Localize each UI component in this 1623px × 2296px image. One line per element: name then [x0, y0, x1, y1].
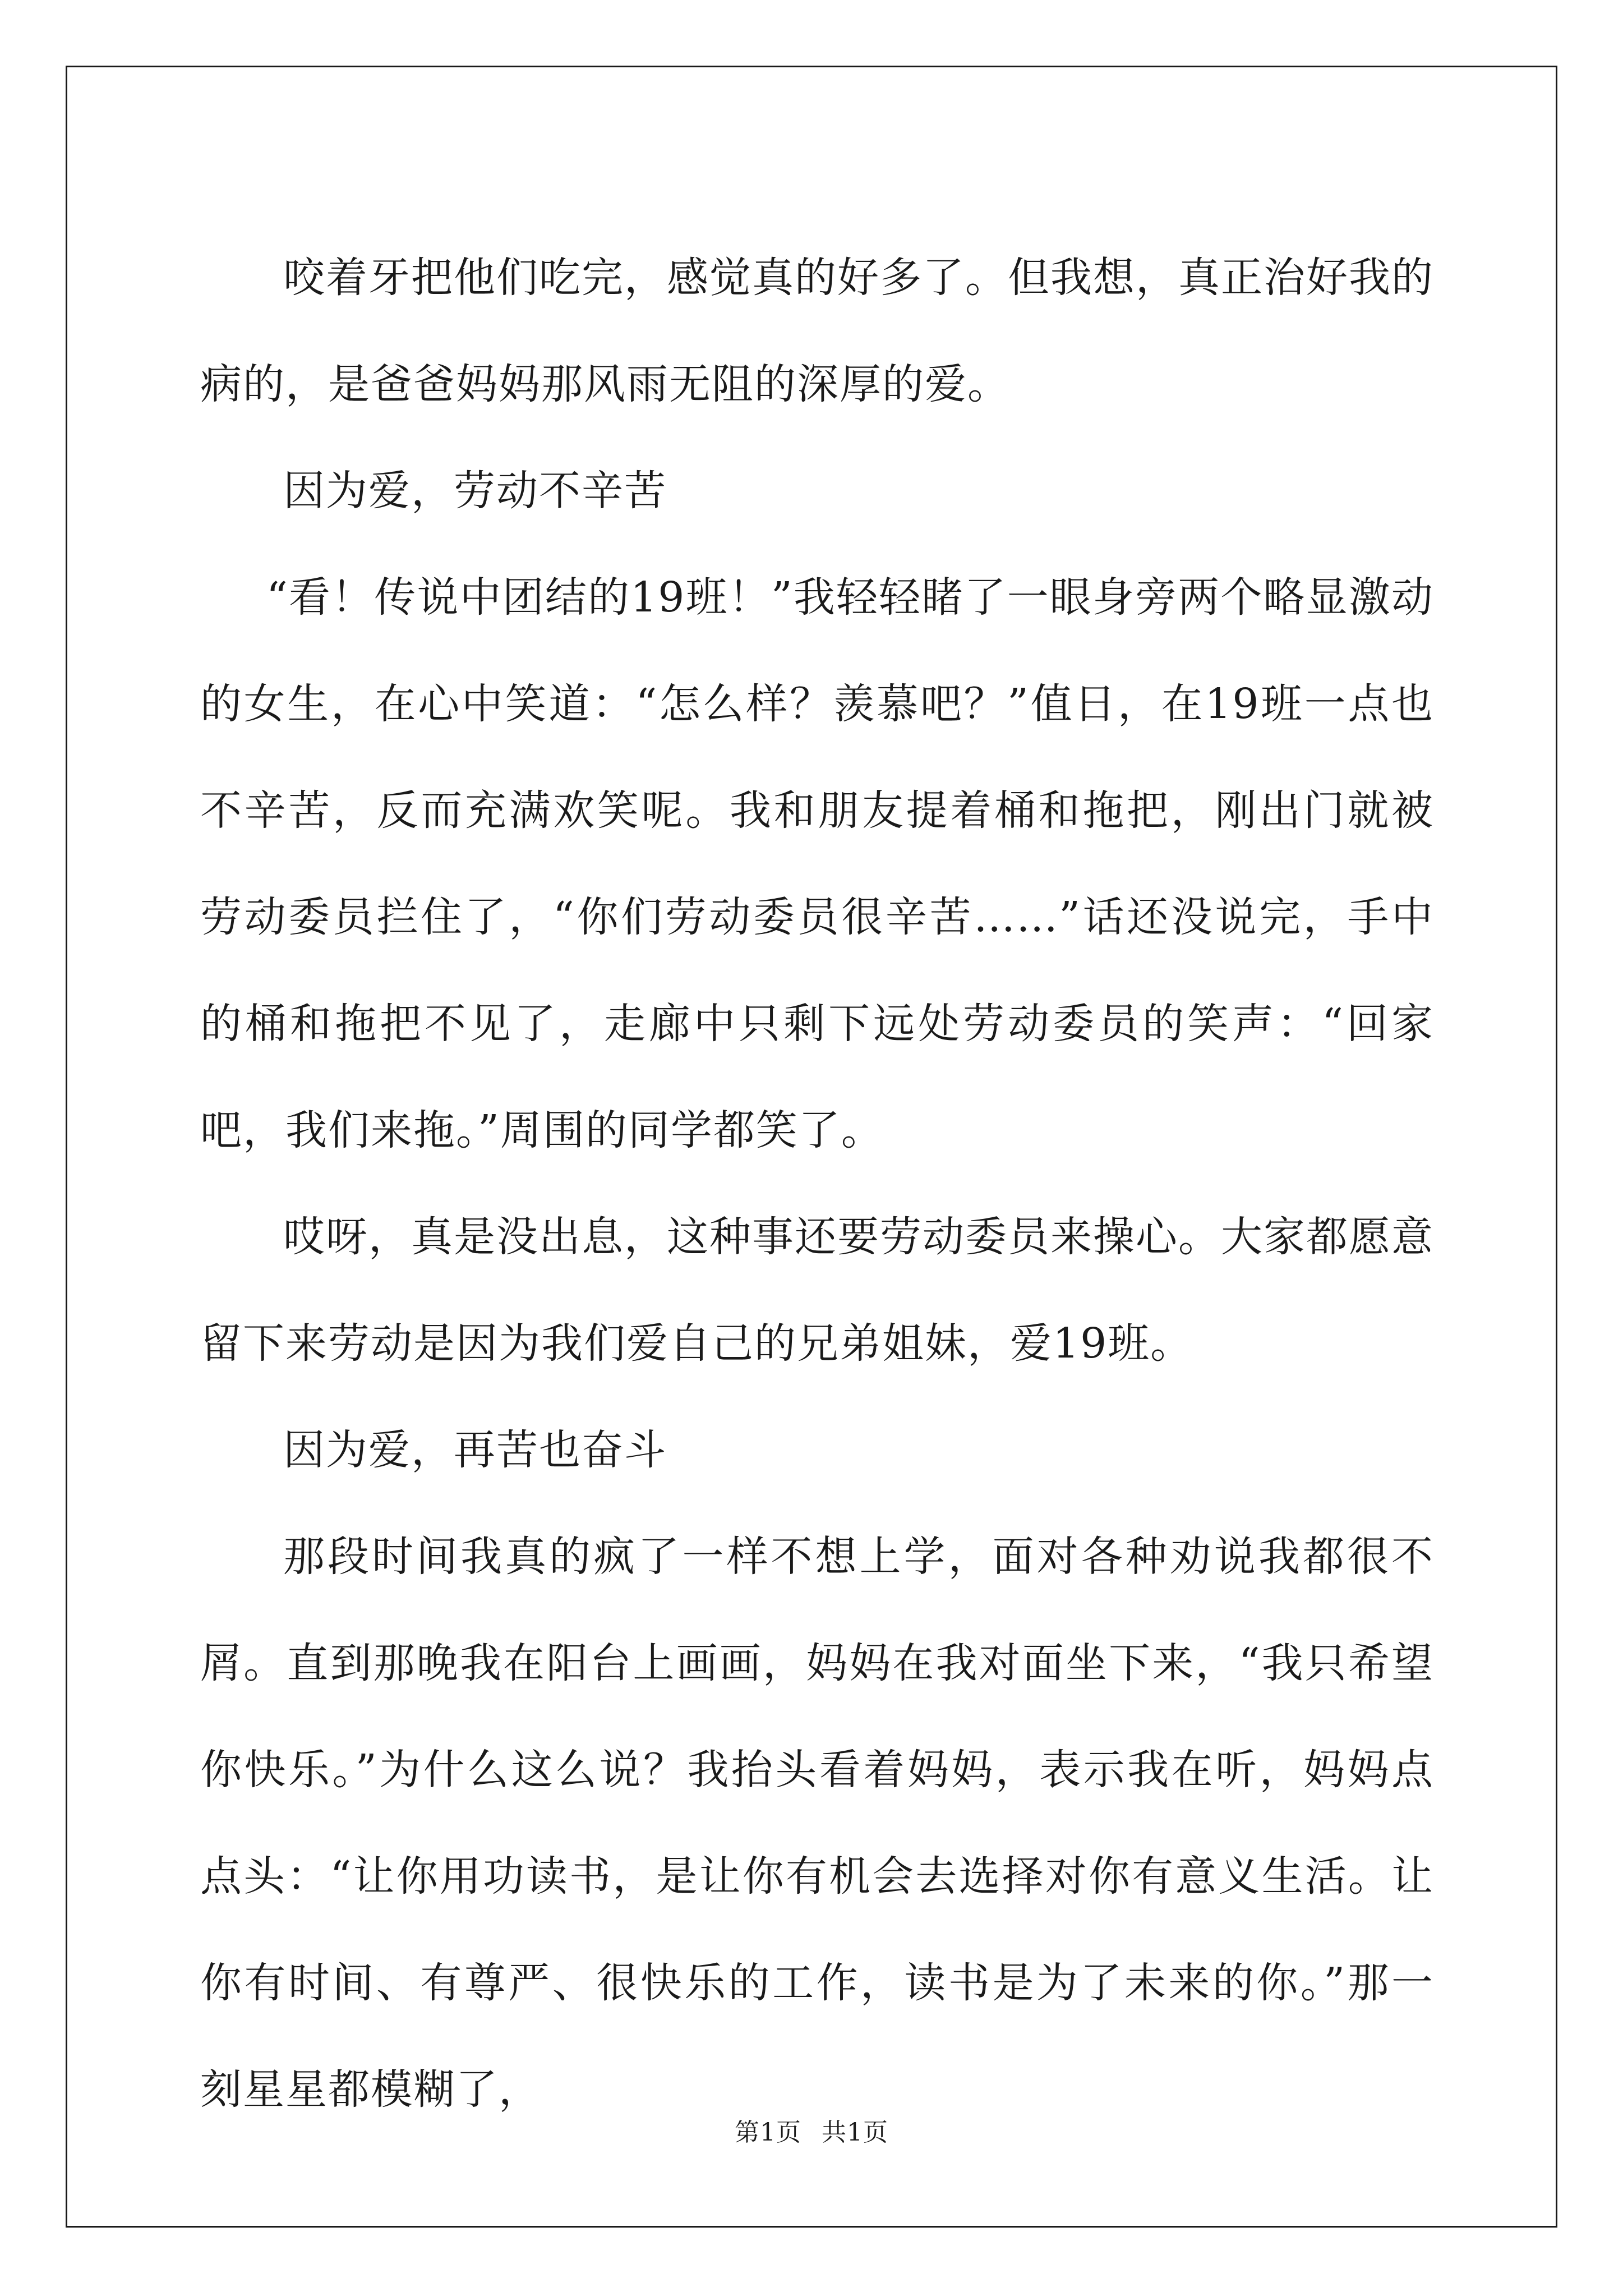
document-body	[200, 224, 1434, 2143]
paragraph-1: 咬着牙把他们吃完，感觉真的好多了。但我想，真正治好我的病的，是爸爸妈妈那风雨无阻的深厚的爱。	[200, 254, 1434, 408]
paragraph-mother-talk: 那段时间我真的疯了一样不想上学，面对各种劝说我都很不屑。直到那晚我在阳台上画画，妈妈在我对面坐下来，“我只希望你快乐。”为什么这么说？我抬头看着妈妈，表示我在听，妈妈点点头：“让你用功读书，是让你有机会去选择对你有意义生活。让你有时间、有尊严、很快乐的工作，读书是为了未来的你。”那一刻星星都模糊了，	[200, 1533, 1434, 2114]
paragraph-labor-love: 哎呀，真是没出息，这种事还要劳动委员来操心。大家都愿意留下来劳动是因为我们爱自己的兄弟姐妹，爱19班。	[200, 1213, 1434, 1368]
page-footer	[0, 2116, 1623, 2150]
page-number-current: 第1页	[735, 2118, 801, 2147]
paragraph-class-19: “看！传说中团结的19班！”我轻轻睹了一眼身旁两个略显激动的女生，在心中笑道：“怎么样？羡慕吧？”值日，在19班一点也不辛苦，反而充满欢笑呢。我和朋友提着桶和拖把，刚出门就被劳动委员拦住了，“你们劳动委员很辛苦……”话还没说完，手中的桶和拖把不见了，走廊中只剩下远处劳动委员的笑声：“回家吧，我们来拖。”周围的同学都笑了。	[200, 573, 1434, 1154]
section-heading-labor: 因为爱，劳动不辛苦	[283, 467, 667, 515]
page-number-total: 共1页	[822, 2118, 888, 2147]
section-heading-struggle: 因为爱，再苦也奋斗	[283, 1426, 667, 1474]
